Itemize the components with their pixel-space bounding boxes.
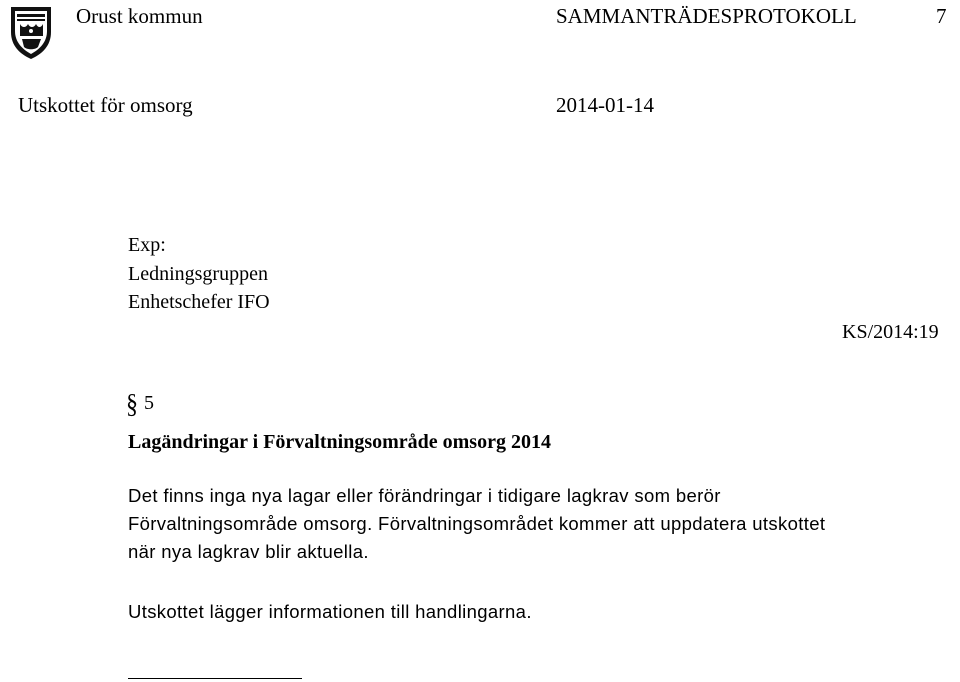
decision-text: Utskottet lägger informationen till handlingarna. [128, 601, 532, 622]
signature-line [128, 678, 302, 679]
section-number: 5 [144, 392, 154, 414]
distribution-recipient: Ledningsgruppen [128, 263, 268, 285]
meeting-date: 2014-01-14 [556, 93, 654, 117]
document-type: SAMMANTRÄDESPROTOKOLL [556, 4, 857, 28]
body-line: Förvaltningsområde omsorg. Förvaltningsområdet kommer att uppdatera utskottet [128, 513, 826, 534]
section-marker [126, 387, 166, 421]
body-line: när nya lagkrav blir aktuella. [128, 541, 369, 562]
case-number: KS/2014:19 [842, 321, 939, 343]
coat-of-arms-icon [8, 4, 54, 62]
section-sign: § [126, 389, 138, 420]
section-title: Lagändringar i Förvaltningsområde omsorg 2014 [128, 431, 551, 453]
body-line: Det finns inga nya lagar eller förändringar i tidigare lagkrav som berör [128, 485, 721, 506]
distribution-label: Exp: [128, 234, 166, 256]
organization-name: Orust kommun [76, 4, 203, 28]
page-number: 7 [936, 4, 947, 28]
committee-name: Utskottet för omsorg [18, 93, 193, 117]
distribution-recipient: Enhetschefer IFO [128, 291, 270, 313]
